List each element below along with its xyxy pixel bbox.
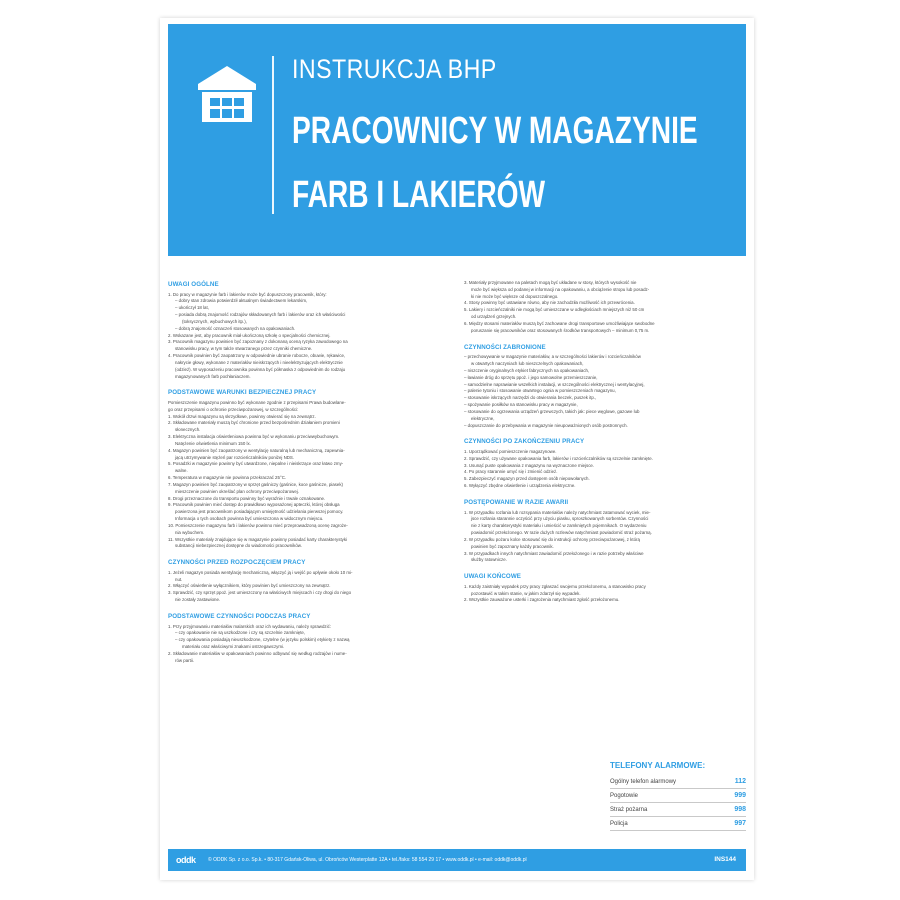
text-line: 8. Drogi przeznaczone do transportu powinny być wyraźnie i trwale oznakowane.: [168, 495, 326, 501]
text-line: 5. Lakiery i rozcieńczalniki nie mogą być umieszczane w odległościach mniejszych niż 50 cm: [464, 307, 645, 313]
text-line: – przechowywanie w magazynie materiałów, a w szczególności lakierów i rozcieńczalników: [464, 354, 641, 360]
text-line: – dopuszczanie do przebywania w magazynie nieupoważnionych osób postronnych.: [464, 422, 628, 428]
text-line: – czy opakowania posiadają nieuszkodzone, czytelne (w języku polskim) etykiety z nazwą: [175, 637, 350, 643]
right-column: [464, 280, 746, 612]
text-line: powiadomić przełożonego. W razie dużych rozlewów natychmiast powiadomić straż pożarną.: [471, 530, 652, 536]
section: [464, 498, 746, 564]
text-line: może być większa od podanej w informacji na opakowaniu, a obciążenie stropu lub posadz-: [471, 286, 650, 292]
text-line: służby ratownicze.: [471, 557, 507, 563]
phone-number: 998: [734, 806, 746, 814]
text-line: 3. W przypadkach innych natychmiast zawiadomić przełożonego i w razie potrzeby właściwe: [464, 550, 644, 556]
text-line: – ławianie dróg do sprzętu ppoż. i jego samowolne przemieszczanie,: [464, 374, 598, 380]
section: [464, 280, 746, 335]
phone-number: 997: [734, 820, 746, 828]
text-line: magazynowanych farb pochłaniaczem.: [175, 373, 251, 379]
document-code: INS144: [714, 856, 736, 863]
text-line: 2. Składowane materiały muszą być chronione przed bezpośrednim działaniem promieni: [168, 420, 340, 426]
phone-row: [610, 803, 746, 817]
document-kicker: INSTRUKCJA BHP: [292, 54, 497, 84]
text-line: 1. Każdy zaistniały wypadek przy pracy zgłaszać swojemu przełożonemu, a stanowisko pracy: [464, 583, 646, 589]
text-line: – palenie tytoniu i stosowanie otwartego ognia w pomieszczeniach magazynu,: [464, 388, 616, 394]
phone-number: 999: [734, 792, 746, 800]
text-line: 1. W przypadku rozlania lub rozsypania materiałów należy natychmiast zatamować wyciek, mie-: [464, 509, 651, 515]
text-line: 2. Składowanie materiałów w opakowaniach powinno odbywać się według rodzajów i nume-: [168, 650, 347, 656]
text-line: 6. Temperatura w magazynie nie powinna przekraczać 25°C.: [168, 475, 287, 481]
text-line: 2. W przypadku pożaru kolce stosować się do instrukcji ochrony przeciwpożarowej, z którą: [464, 536, 640, 542]
text-line: słonecznych.: [175, 427, 201, 433]
text-line: 5. Zabezpieczyć magazyn przed dostępem osób niepowołanych.: [464, 476, 590, 482]
text-line: 1. Przy przyjmowaniu materiałów malarskich oraz ich wydawaniu, należy sprawdzić:: [168, 623, 332, 629]
section-title: CZYNNOŚCI ZABRONIONE: [464, 343, 546, 351]
text-line: 3. Materiały przyjmowane na paletach mogą być układane w stosy, których wysokość nie: [464, 280, 637, 285]
text-line: 6. Między stosami materiałów muszą być zachowane drogi transportowe umożliwiające swobodne: [464, 320, 655, 326]
text-line: – samodzielne naprawianie wszelkich instalacji, w szczególności elektrycznej i wentylacyjnej,: [464, 381, 645, 387]
header-banner: [168, 24, 746, 256]
section: [168, 612, 450, 665]
text-line: 5. Posadzki w magazynie powinny być utwardzone, niepalne i nieiskrzące oraz łatwo zmy-: [168, 461, 344, 467]
text-line: walne.: [175, 468, 188, 474]
section: [168, 280, 450, 380]
phone-label: Pogotowie: [610, 793, 639, 800]
document-title-line2: FARB I LAKIERÓW: [292, 174, 546, 216]
text-line: powinien być zapoznany każdy pracownik.: [471, 543, 554, 549]
text-line: 3. Pracownik magazynu powinien być zapoznany z dokonaną oceną ryzyka zawodowego na: [168, 339, 348, 345]
section: [464, 572, 746, 604]
text-line: 2. Włączyć oświetlenie wyłącznikiem, który powinien być umieszczony na zewnątrz.: [168, 583, 331, 589]
section-title: PODSTAWOWE WARUNKI BEZPIECZNEJ PRACY: [168, 389, 317, 397]
text-line: poruszanie się pracowników oraz stosowanych środków transportowych – minimum 0,75 m.: [471, 327, 650, 333]
section-title: UWAGI OGÓLNE: [168, 281, 219, 288]
text-line: 10. Pomieszczenie magazynu farb i lakierów powinno mieć przeprowadzoną ocenę zagroże-: [168, 522, 348, 528]
text-line: 3. Sprawdzić, czy sprzęt ppoż. jest umieszczony na właściwych miejscach i czy drogi do niego: [168, 590, 352, 596]
section: [168, 388, 450, 550]
phone-label: Policja: [610, 821, 628, 828]
phone-row: [610, 817, 746, 831]
text-line: nie z karty charakterystyki materiału i umieścić w zamkniętych pojemnikach. O wydarzeniu: [471, 523, 647, 529]
section: [464, 437, 746, 490]
document-body: [168, 280, 746, 828]
emergency-phones: [610, 760, 746, 831]
text-line: go oraz przepisami o ochronie przeciwpożarowej, w szczególności:: [168, 406, 299, 412]
section-title: PODSTAWOWE CZYNNOŚCI PODCZAS PRACY: [168, 612, 311, 620]
text-line: – dobrą znajomość oznaczeń stosowanych na opakowaniach.: [175, 325, 296, 331]
text-line: – stosowanie iskrzących narzędzi do otwierania beczek, puszek itp.,: [464, 395, 597, 401]
section-title: POSTĘPOWANIE W RAZIE AWARII: [464, 498, 569, 506]
text-line: 1. Jeżeli magazyn posiada wentylację mechaniczną, włączyć ją i wejść po upływie około 10 mi-: [168, 569, 353, 575]
text-line: 4. Po pracy starannie umyć się i zmienić odzież.: [464, 469, 558, 475]
text-line: Pomieszczenie magazynu powinno być wykonane zgodnie z przepisami Prawa budowlane-: [168, 399, 346, 405]
text-line: nakrycie głowy, wykonane z materiałów nieiskrzących i nieelektryzujących elektrycznie: [175, 359, 343, 365]
text-line: 2. Wskazane jest, aby pracownik miał ukończoną szkołę o specjalności chemicznej.: [168, 332, 331, 338]
phone-number: 112: [734, 778, 746, 786]
text-line: jącą utrzymywanie stężeń par rozcieńczalników poniżej NDS.: [175, 454, 295, 460]
text-line: – ukończył 18 lat,: [175, 305, 209, 311]
text-line: (odzież). W wyposażeniu pracownika powinna być półmaska z odpowiednim do rodzaju: [175, 366, 346, 372]
text-line: 4. Stosy powinny być ustawiane równo, aby nie zachodziła możliwość ich przewrócenia.: [464, 300, 635, 306]
text-line: 1. Wokół drzwi magazynu są skrzydłowe, powinny otwierać się na zewnątrz.: [168, 413, 316, 419]
text-line: 2. Sprawdzić, czy używane opakowania farb, lakierów i rozcieńczalników są szczelnie zamknięte.: [464, 455, 653, 461]
text-line: 1. Do pracy w magazynie farb i lakierów może być dopuszczony pracownik, który:: [168, 291, 327, 297]
text-line: 9. Pracownik powinien mieć dostęp do prawidłowo wyposażonej apteczki, której obsługa: [168, 502, 340, 508]
text-line: 6. Wyłączyć zbędne oświetlenie i urządzenia elektryczne.: [464, 483, 576, 489]
text-line: 4. Magazyn powinien być zaopatrzony w wentylację naturalną lub mechaniczną, zapewnia-: [168, 447, 345, 453]
phone-label: Ogólny telefon alarmowy: [610, 779, 677, 786]
text-line: 4. Pracownik powinien być zaopatrzony w odpowiednie ubranie robocze, obuwie, rękawice,: [168, 353, 346, 359]
section-title: CZYNNOŚCI PRZED ROZPOCZĘCIEM PRACY: [168, 559, 306, 567]
text-line: 7. Magazyn powinien być zaopatrzony w sprzęt gaśniczy (gaśnice, koce gaśnicze, piasek): [168, 481, 343, 487]
text-line: 2. Wszystkie zauważone usterki i zagrożenia natychmiast zgłość przełożonemu.: [464, 597, 620, 603]
text-line: Informacja o tych osobach powinna być umieszczona w widocznym miejscu.: [175, 516, 324, 522]
text-line: rów partii.: [175, 657, 195, 663]
text-line: nut.: [175, 576, 183, 582]
phone-row: [610, 789, 746, 803]
text-line: 3. Usunąć puste opakowania z magazynu na wyznaczone miejsce.: [464, 462, 595, 468]
text-line: – posiada dobrą znajomość rodzajów składowanych farb i lakierów oraz ich właściwości: [175, 312, 346, 318]
publisher-info: © ODDK Sp. z o.o. Sp.k. • 80-317 Gdańsk-Oliwa, ul. Obrońców Westerplatte 12A • tel./faks: 58 554 29 17 • www.oddk.pl • e-mail: oddk@oddk.pl: [208, 857, 527, 863]
section: [168, 558, 450, 604]
phones-title: TELEFONY ALARMOWE:: [610, 761, 706, 770]
text-line: nia wybuchem.: [175, 529, 205, 535]
text-line: w otwartych naczyniach lub nieszczelnych opakowaniach,: [471, 361, 584, 367]
text-line: ki nie może być większe od dopuszczalnego.: [471, 293, 559, 299]
warehouse-icon: [194, 60, 260, 126]
text-line: – dobry stan zdrowia potwierdził aktualnym świadectwem lekarskim,: [175, 298, 308, 304]
text-line: powierzona jest pracownikom posiadającym umiejętność udzielania pierwszej pomocy.: [175, 509, 344, 515]
text-line: pozostawić w takim stanie, w jakim zdarzył się wypadek.: [471, 590, 581, 596]
document-title-line1: PRACOWNICY W MAGAZYNIE: [292, 110, 698, 152]
section-title: CZYNNOŚCI PO ZAKOŃCZENIU PRACY: [464, 438, 585, 446]
text-line: – spożywanie posiłków na stanowisku pracy w magazynie,: [464, 402, 578, 408]
text-line: elektryczne,: [471, 415, 495, 421]
text-line: stanowisku pracy, w tym także stwarzanego przez czynniki chemiczne.: [175, 346, 313, 352]
text-line: 3. Elektryczna instalacja oświetleniowa powinna być w wykonaniu przeciwwybuchowym.: [168, 434, 340, 440]
text-line: mieszczenie powinien określać plan ochrony przeciwpożarowej.: [175, 488, 299, 494]
section-title: UWAGI KOŃCOWE: [464, 573, 521, 581]
text-line: od urządzeń grzejnych.: [471, 314, 517, 320]
publisher-logo: oddk: [176, 855, 196, 865]
text-line: jsce rozlania starannie oczyścić przy użyciu piasku, sproszkowanych sorbentów. Czynności: [471, 516, 649, 522]
section: [464, 343, 746, 430]
text-line: – czy opakowanie nie są uszkodzone i czy są szczelnie zamknięte,: [175, 630, 306, 636]
instruction-sheet: [160, 18, 754, 880]
phone-label: Straż pożarna: [610, 807, 648, 814]
text-line: – stosowanie do ogrzewania urządzeń grzewczych, takich jak: piece węglowe, gazowe lub: [464, 408, 640, 414]
text-line: materiału oraz właściwymi znakami ostrzegawczymi.: [182, 644, 285, 650]
text-line: Natężenie oświetlenia minimum 150 lx.: [175, 440, 251, 446]
text-line: 1. Uporządkować pomieszczenie magazynowe.: [464, 448, 557, 454]
text-line: nie zostały zastawione.: [175, 597, 221, 603]
text-line: 11. Wszystkie materiały znajdujące się w magazynie powinny posiadać karty charakterystyki: [168, 536, 348, 542]
header-divider: [272, 56, 274, 214]
text-line: substancji niebezpiecznej dostępne do wiadomości pracowników.: [175, 543, 302, 549]
phone-row: [610, 775, 746, 789]
footer-bar: [168, 849, 746, 871]
text-line: (toksycznych, wybuchowych itp.),: [182, 318, 247, 324]
text-line: – niszczenie oryginalnych etykiet fabrycznych na opakowaniach,: [464, 367, 590, 373]
left-column: [168, 280, 450, 673]
